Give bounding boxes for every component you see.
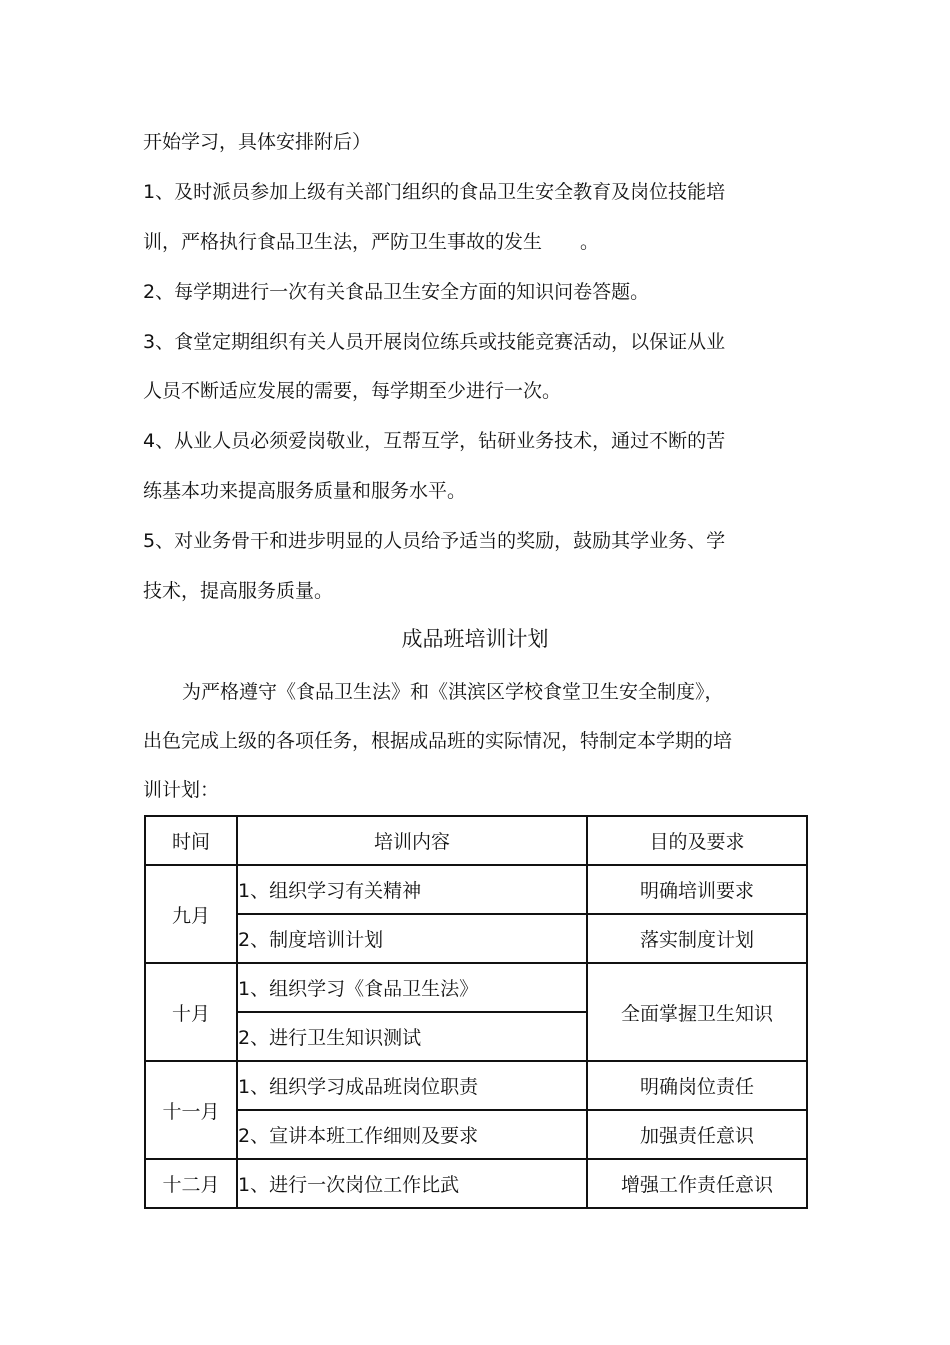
paragraph-line: 开始学习，具体安排附后） bbox=[143, 131, 372, 153]
paragraph-line: 5、对业务骨干和进步明显的人员给予适当的奖励，鼓励其学业务、学 bbox=[143, 530, 726, 552]
table-header-row bbox=[145, 816, 807, 865]
goal-cell: 明确培训要求 bbox=[587, 865, 807, 914]
content-cell: 2、宣讲本班工作细则及要求 bbox=[237, 1110, 587, 1159]
training-plan-table bbox=[144, 815, 808, 1209]
intro-line: 为严格遵守《食品卫生法》和《淇滨区学校食堂卫生安全制度》， bbox=[182, 681, 724, 703]
paragraph-line: 3、食堂定期组织有关人员开展岗位练兵或技能竞赛活动，以保证从业 bbox=[143, 331, 726, 353]
paragraph-line: 人员不断适应发展的需要，每学期至少进行一次。 bbox=[143, 380, 562, 402]
table-row bbox=[145, 1159, 807, 1208]
content-cell: 2、进行卫生知识测试 bbox=[237, 1012, 587, 1061]
table-row bbox=[145, 865, 807, 914]
header-goal: 目的及要求 bbox=[587, 816, 807, 865]
goal-cell: 加强责任意识 bbox=[587, 1110, 807, 1159]
intro-line: 训计划： bbox=[143, 779, 220, 801]
content-cell: 1、进行一次岗位工作比武 bbox=[237, 1159, 587, 1208]
goal-cell: 落实制度计划 bbox=[587, 914, 807, 963]
paragraph-line: 练基本功来提高服务质量和服务水平。 bbox=[143, 480, 467, 502]
goal-cell: 全面掌握卫生知识 bbox=[587, 963, 807, 1061]
paragraph-line: 4、从业人员必须爱岗敬业，互帮互学，钻研业务技术，通过不断的苦 bbox=[143, 430, 726, 452]
month-cell: 十二月 bbox=[145, 1159, 237, 1208]
month-cell: 九月 bbox=[145, 865, 237, 963]
month-cell: 十一月 bbox=[145, 1061, 237, 1159]
table-row bbox=[145, 914, 807, 963]
goal-cell: 明确岗位责任 bbox=[587, 1061, 807, 1110]
paragraph-line: 2、每学期进行一次有关食品卫生安全方面的知识问卷答题。 bbox=[143, 281, 650, 303]
content-cell: 1、组织学习《食品卫生法》 bbox=[237, 963, 587, 1012]
header-content: 培训内容 bbox=[237, 816, 587, 865]
content-cell: 1、组织学习成品班岗位职责 bbox=[237, 1061, 587, 1110]
goal-cell: 增强工作责任意识 bbox=[587, 1159, 807, 1208]
table-row bbox=[145, 1061, 807, 1110]
paragraph-line: 1、及时派员参加上级有关部门组织的食品卫生安全教育及岗位技能培 bbox=[143, 181, 726, 203]
content-cell: 2、制度培训计划 bbox=[237, 914, 587, 963]
table-row bbox=[145, 963, 807, 1012]
intro-line: 出色完成上级的各项任务，根据成品班的实际情况，特制定本学期的培 bbox=[143, 730, 733, 752]
paragraph-line: 训，严格执行食品卫生法，严防卫生事故的发生 。 bbox=[143, 231, 600, 253]
section-title: 成品班培训计划 bbox=[401, 627, 549, 651]
content-cell: 1、组织学习有关精神 bbox=[237, 865, 587, 914]
month-cell: 十月 bbox=[145, 963, 237, 1061]
table-row bbox=[145, 1110, 807, 1159]
paragraph-line: 技术，提高服务质量。 bbox=[143, 580, 334, 602]
header-time: 时间 bbox=[145, 816, 237, 865]
